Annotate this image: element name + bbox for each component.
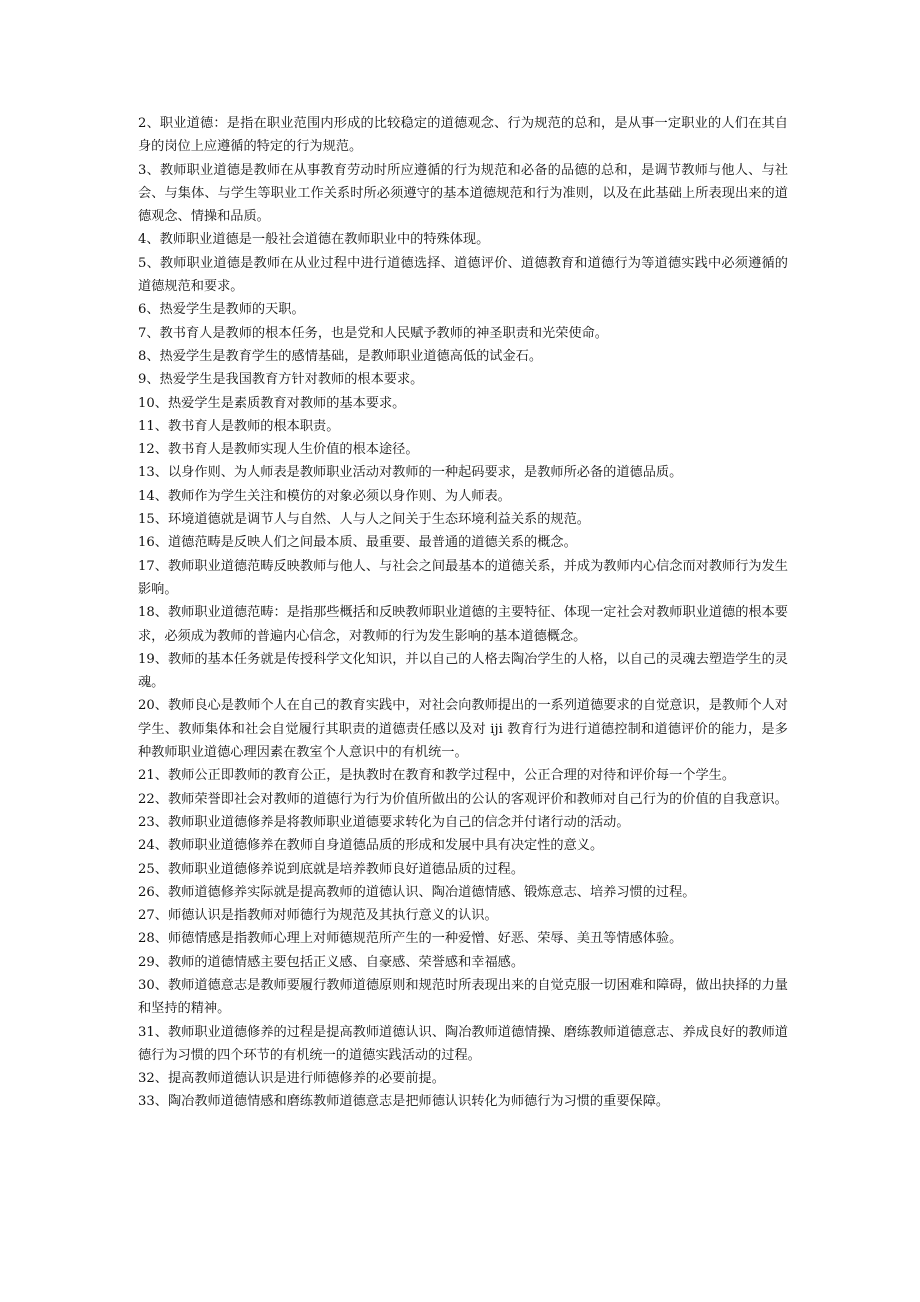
paragraph-5: 5、教师职业道德是教师在从业过程中进行道德选择、道德评价、道德教育和道德行为等道德实践中必须遵循的道德规范和要求。 [138, 255, 788, 295]
paragraph-22: 22、教师荣誉即社会对教师的道德行为行为价值所做出的公认的客观评价和教师对自己行为的价值的自我意识。 [138, 791, 788, 807]
paragraph-10: 10、热爱学生是素质教育对教师的基本要求。 [138, 395, 406, 411]
paragraph-33: 33、陶冶教师道德情感和磨练教师道德意志是把师德认识转化为师德行为习惯的重要保障。 [138, 1094, 670, 1110]
paragraph-20: 20、教师良心是教师个人在自己的教育实践中，对社会向教师提出的一系列道德要求的自觉意识，是教师个人对学生、教师集体和社会自觉履行其职责的道德责任感以及对 iji 教育行为进行道德控制和道德评价的能力，是多种教师职业道德心理因素在教室个人意识中的有机统一。 [138, 698, 788, 761]
paragraph-7: 7、教书育人是教师的根本任务，也是党和人民赋予教师的神圣职责和光荣使命。 [138, 325, 608, 341]
paragraph-26: 26、教师道德修养实际就是提高教师的道德认识、陶冶道德情感、锻炼意志、培养习惯的过程。 [138, 884, 696, 900]
paragraph-18: 18、教师职业道德范畴：是指那些概括和反映教师职业道德的主要特征、体现一定社会对教师职业道德的根本要求，必须成为教师的普遍内心信念，对教师的行为发生影响的基本道德概念。 [138, 605, 788, 644]
paragraph-25: 25、教师职业道德修养说到底就是培养教师良好道德品质的过程。 [138, 861, 525, 877]
paragraph-6: 6、热爱学生是教师的天职。 [138, 302, 305, 318]
paragraph-21: 21、教师公正即教师的教育公正，是执教时在教育和教学过程中，公正合理的对待和评价每一个学生。 [138, 768, 736, 784]
paragraph-24: 24、教师职业道德修养在教师自身道德品质的形成和发展中具有决定性的意义。 [138, 838, 604, 854]
paragraph-16: 16、道德范畴是反映人们之间最本质、最重要、最普通的道德关系的概念。 [138, 535, 577, 551]
paragraph-13: 13、以身作则、为人师表是教师职业活动对教师的一种起码要求，是教师所必备的道德品质。 [138, 465, 683, 481]
paragraph-8: 8、热爱学生是教育学生的感情基础，是教师职业道德高低的试金石。 [138, 348, 543, 364]
paragraph-4: 4、教师职业道德是一般社会道德在教师职业中的特殊体现。 [138, 232, 490, 248]
paragraph-17: 17、教师职业道德范畴反映教师与他人、与社会之间最基本的道德关系，并成为教师内心信念而对教师行为发生影响。 [138, 558, 788, 597]
paragraph-28: 28、师德情感是指教师心理上对师德规范所产生的一种爱憎、好恶、荣辱、美丑等情感体验。 [138, 931, 683, 947]
paragraph-2: 2、职业道德：是指在职业范围内形成的比较稳定的道德观念、行为规范的总和，是从事一定职业的人们在其自身的岗位上应遵循的特定的行为规范。 [138, 116, 788, 155]
paragraph-31: 31、教师职业道德修养的过程是提高教师道德认识、陶冶教师道德情操、磨练教师道德意志、养成良好的教师道德行为习惯的四个环节的有机统一的道德实践活动的过程。 [138, 1024, 788, 1063]
paragraph-15: 15、环境道德就是调节人与自然、人与人之间关于生态环境利益关系的规范。 [138, 512, 590, 528]
paragraph-29: 29、教师的道德情感主要包括正义感、自豪感、荣誉感和幸福感。 [138, 954, 525, 970]
paragraph-27: 27、师德认识是指教师对师德行为规范及其执行意义的认识。 [138, 908, 498, 924]
paragraph-3: 3、教师职业道德是教师在从事教育劳动时所应遵循的行为规范和必备的品德的总和，是调节教师与他人、与社会、与集体、与学生等职业工作关系时所必须遵守的基本道德规范和行为准则，以及在此基础上所表现出来的道德观念、情操和品质。 [138, 162, 788, 225]
paragraph-19: 19、教师的基本任务就是传授科学文化知识，并以自己的人格去陶冶学生的人格，以自己的灵魂去塑造学生的灵魂。 [138, 651, 788, 691]
paragraph-12: 12、教书育人是教师实现人生价值的根本途径。 [138, 442, 419, 458]
paragraph-14: 14、教师作为学生关注和模仿的对象必须以身作则、为人师表。 [138, 488, 511, 504]
paragraph-23: 23、教师职业道德修养是将教师职业道德要求转化为自己的信念并付诸行动的活动。 [138, 814, 630, 830]
document-body [138, 112, 788, 1114]
paragraph-32: 32、提高教师道德认识是进行师德修养的必要前提。 [138, 1071, 445, 1087]
paragraph-9: 9、热爱学生是我国教育方针对教师的根本要求。 [138, 372, 424, 388]
paragraph-30: 30、教师道德意志是教师要履行教师道德原则和规范时所表现出来的自觉克服一切困难和障碍，做出抉择的力量和坚持的精神。 [138, 977, 788, 1017]
paragraph-11: 11、教书育人是教师的根本职责。 [138, 418, 340, 434]
